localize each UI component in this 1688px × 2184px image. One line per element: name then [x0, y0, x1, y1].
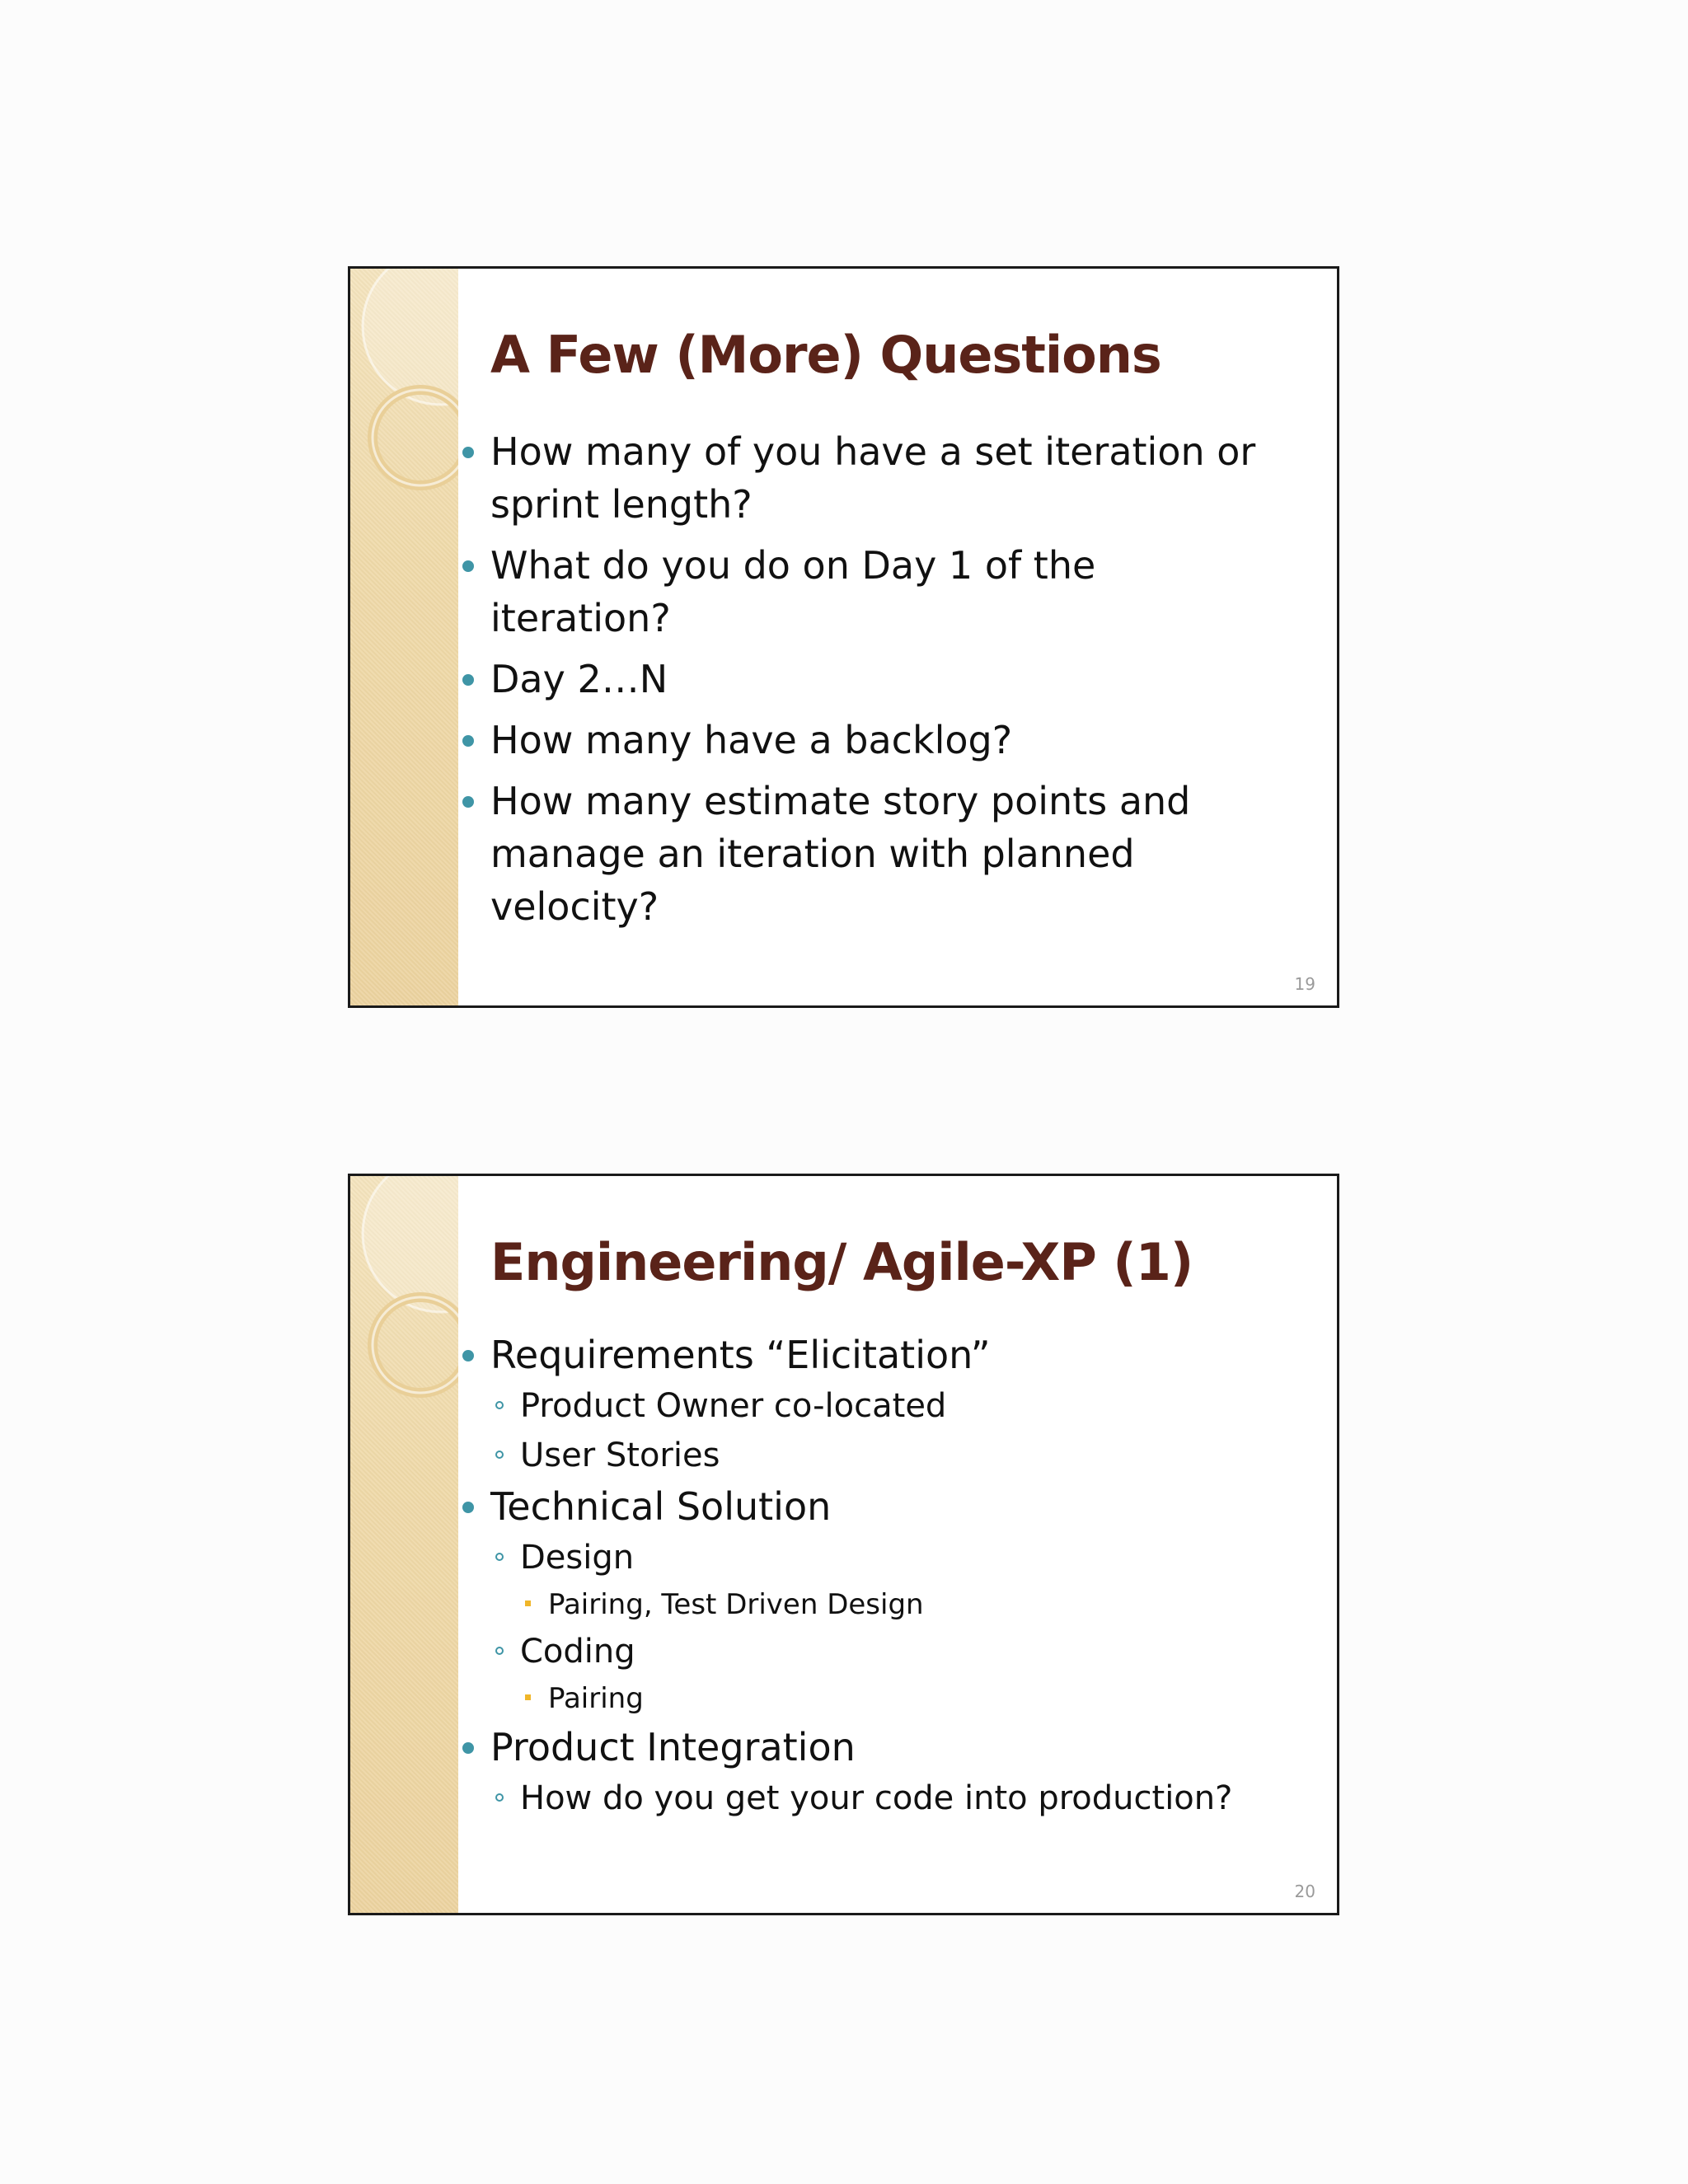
bullet-square-icon: [525, 1601, 531, 1606]
list-item-text: How many have a backlog?: [490, 718, 1013, 762]
slide-20: [348, 1174, 1339, 1915]
list-item: [490, 653, 1263, 705]
bullet-dot-icon: [462, 447, 474, 458]
list-item-text: How many estimate story points and manage an iteration with planned velocity?: [490, 779, 1191, 929]
list-item: [490, 1329, 1263, 1381]
list-item: [548, 1676, 1263, 1721]
list-item: [520, 1381, 1263, 1431]
bullet-ring-icon: [495, 1553, 504, 1561]
list-item-text: User Stories: [520, 1436, 720, 1474]
bullet-dot-icon: [462, 560, 474, 572]
list-item-text: How many of you have a set iteration or sprint length?: [490, 429, 1256, 527]
list-item-text: Product Owner co-located: [520, 1387, 947, 1425]
bullet-list: [490, 425, 1287, 941]
bullet-ring-icon: [495, 1401, 504, 1409]
list-item-text: Product Integration: [490, 1725, 856, 1769]
list-item-text: Technical Solution: [490, 1484, 832, 1529]
bullet-dot-icon: [462, 1502, 474, 1513]
list-item-text: Pairing: [548, 1682, 644, 1715]
bullet-ring-icon: [495, 1451, 504, 1459]
decorative-sidebar: [350, 269, 458, 1005]
bullet-dot-icon: [462, 674, 474, 686]
list-item: [490, 1721, 1263, 1774]
bullet-dot-icon: [462, 1350, 474, 1361]
list-item: [520, 1774, 1263, 1823]
bullet-dot-icon: [462, 796, 474, 808]
list-item: [490, 425, 1263, 531]
slide-title: A Few (More) Questions: [490, 325, 1161, 385]
list-item: [520, 1627, 1263, 1676]
bullet-ring-icon: [495, 1793, 504, 1802]
list-item: [520, 1431, 1263, 1480]
list-item: [548, 1582, 1263, 1627]
slide-19: [348, 266, 1339, 1008]
list-item: [490, 539, 1263, 644]
list-item-text: What do you do on Day 1 of the iteration?: [490, 543, 1096, 640]
bullet-square-icon: [525, 1694, 531, 1700]
decorative-rings-icon: [350, 269, 458, 516]
list-item: [490, 714, 1263, 766]
bullet-dot-icon: [462, 735, 474, 747]
list-item-text: Design: [520, 1539, 635, 1577]
list-item: [490, 1480, 1263, 1533]
decorative-sidebar: [350, 1176, 458, 1913]
list-item-text: Day 2…N: [490, 657, 668, 701]
slide-title: Engineering/ Agile-XP (1): [490, 1232, 1193, 1292]
list-item: [520, 1533, 1263, 1582]
list-item-text: Coding: [520, 1633, 635, 1671]
bullet-ring-icon: [495, 1647, 504, 1655]
page-number: 19: [1294, 974, 1315, 994]
bullet-dot-icon: [462, 1742, 474, 1754]
list-item: [490, 775, 1263, 933]
page-number: 20: [1294, 1882, 1315, 1901]
bullet-list: [490, 1329, 1287, 1823]
decorative-rings-icon: [350, 1176, 458, 1423]
list-item-text: How do you get your code into production?: [520, 1779, 1233, 1817]
list-item-text: Requirements “Elicitation”: [490, 1333, 991, 1377]
list-item-text: Pairing, Test Driven Design: [548, 1588, 924, 1621]
